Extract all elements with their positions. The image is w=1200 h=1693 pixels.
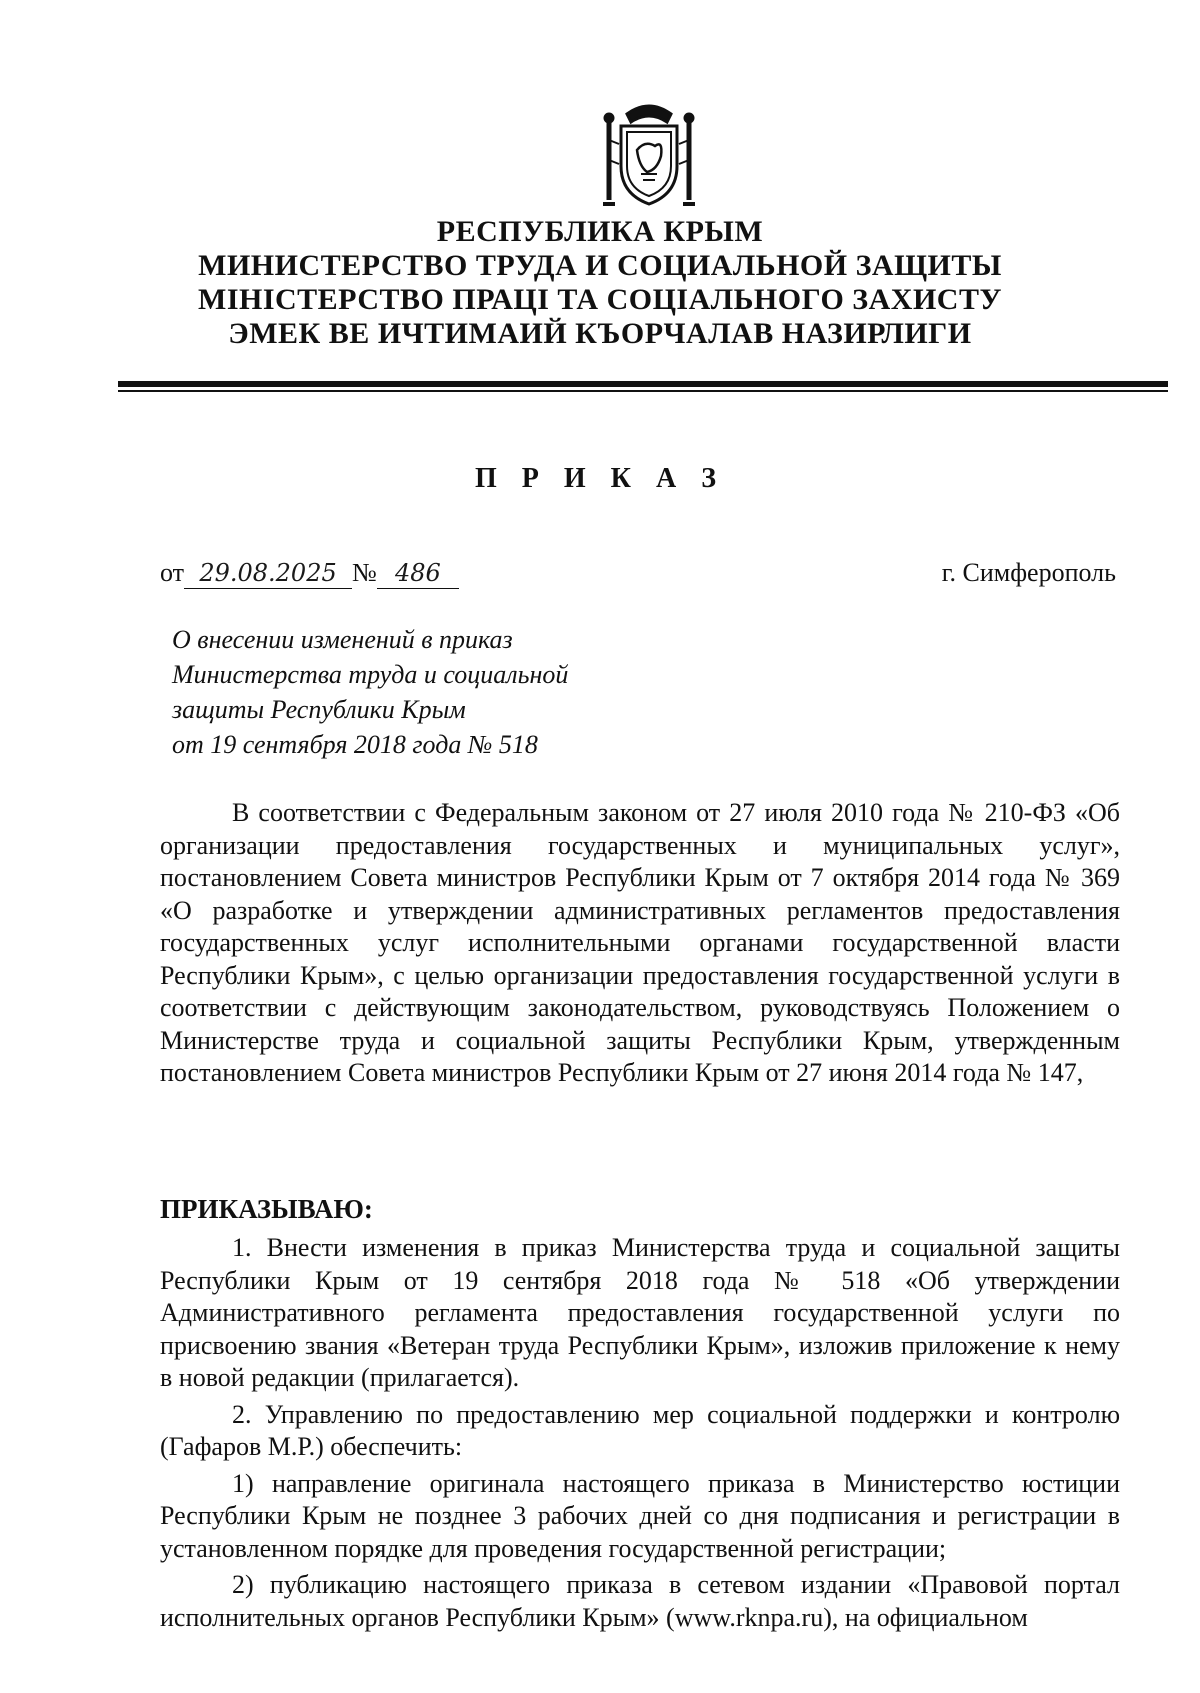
document-title: П Р И К А З — [475, 463, 725, 494]
header-line-ministry-ru: МИНИСТЕРСТВО ТРУДА И СОЦИАЛЬНОЙ ЗАЩИТЫ — [198, 249, 1002, 282]
order-heading: ПРИКАЗЫВАЮ: — [160, 1194, 373, 1224]
order-item-2: 2. Управлению по предоставлению мер социальной поддержки и контролю (Гафаров М.Р.) обеспечить: — [160, 1399, 1120, 1461]
number-prefix: № — [352, 558, 377, 587]
preamble — [160, 797, 1120, 1090]
header-line-republic: РЕСПУБЛИКА КРЫМ — [436, 215, 764, 248]
date-number-line — [160, 558, 459, 589]
order-subitem-2: 2) публикацию настоящего приказа в сетевом издании «Правовой портал исполнительных органов Республики Крым» (www.rknpa.ru), на официальном — [160, 1570, 1120, 1632]
preamble-paragraph: В соответствии с Федеральным законом от 27 июля 2010 года № 210-ФЗ «Об организации предоставления государственных и муниципальных услуг», постановлением Совета министров Республики Крым от 7 октября 2014 года № 369 «О разработке и утверждении административных регламентов предоставления государственных услуг исполнительными органами государственной власти Республики Крым», с целью организации предоставления государственной услуги в соответствии с действующим законодательством, руководствуясь Положением о Министерстве труда и социальной защиты Республики Крым, утвержденным постановлением Совета министров Республики Крым от 27 июня 2014 года № 147, — [160, 798, 1120, 1087]
handwritten-date: 29.08.2025 — [199, 559, 337, 587]
header-line-ministry-crh: ЭМЕК ВЕ ИЧТИМАИЙ КЪОРЧАЛАВ НАЗИРЛИГИ — [228, 317, 972, 350]
header-divider-thin — [118, 390, 1168, 392]
order-item-1: 1. Внести изменения в приказ Министерства труда и социальной защиты Республики Крым от 19 сентября 2018 года № 518 «Об утверждении Административного регламента предоставления государственной услуги по присвоению звания «Ветеран труда Республики Крым», изложив приложение к нему в новой редакции (прилагается). — [160, 1233, 1120, 1392]
date-prefix: от — [160, 558, 185, 587]
header-divider-thick — [118, 381, 1168, 387]
subject-line: О внесении изменений в приказ — [172, 625, 513, 654]
ministry-header — [0, 215, 1200, 351]
subject-line: Министерства труда и социальной — [172, 660, 569, 689]
order-subject — [172, 622, 568, 762]
header-line-ministry-uk: МІНІСТЕРСТВО ПРАЦІ ТА СОЦІАЛЬНОГО ЗАХИСТУ — [198, 283, 1002, 316]
city: г. Симферополь — [941, 558, 1116, 587]
coat-of-arms-icon — [597, 100, 701, 210]
order-items — [160, 1232, 1120, 1634]
subject-line: от 19 сентября 2018 года № 518 — [172, 730, 538, 759]
subject-line: защиты Республики Крым — [172, 695, 466, 724]
handwritten-number: 486 — [394, 559, 441, 587]
order-subitem-1: 1) направление оригинала настоящего приказа в Министерство юстиции Республики Крым не позднее 3 рабочих дней со дня подписания и регистрации в установленном порядке для проведения государственной регистрации; — [160, 1468, 1120, 1563]
